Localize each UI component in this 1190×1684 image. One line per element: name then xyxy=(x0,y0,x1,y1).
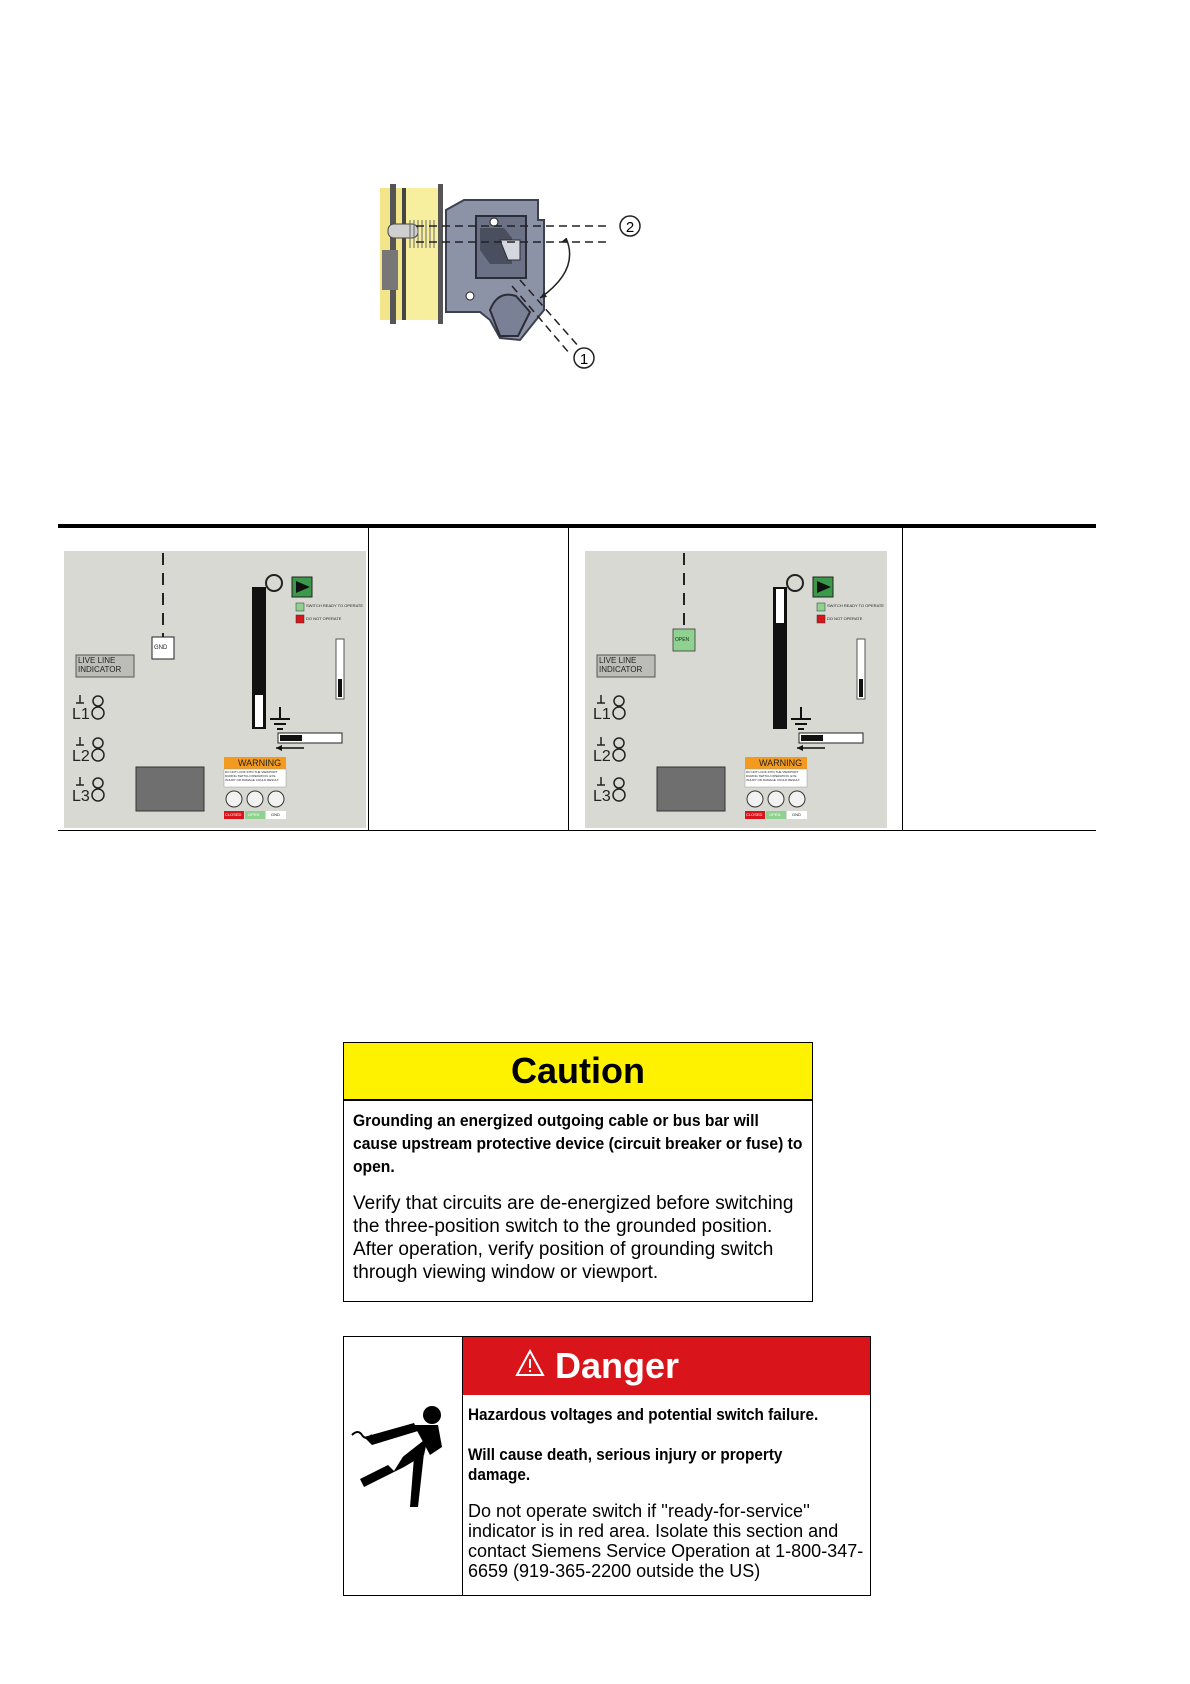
danger-header xyxy=(463,1337,870,1395)
warning-triangle-icon xyxy=(515,1349,545,1377)
indicator-label: LIVE LINE xyxy=(78,656,116,665)
status-not-ready-label: DO NOT OPERATE xyxy=(827,616,863,621)
position-label-closed: CLOSED xyxy=(746,812,763,817)
position-label-open: OPEN xyxy=(769,812,781,817)
phase-label-l1: L1 xyxy=(72,706,90,723)
caution-bold-text: Grounding an energized outgoing cable or bus bar will cause upstream protective device (circuit breaker or fuse) to open. xyxy=(353,1111,803,1176)
phase-label-l1: L1 xyxy=(593,706,611,723)
warning-title: WARNING xyxy=(759,758,803,768)
warning-text: DO NOT LOOK INTO THE VIEWPORT DURING SWITCH OPERATION. EYE INJURY OR DAMAGE COULD RESULT. xyxy=(746,770,801,782)
position-label-ground: GND xyxy=(792,812,801,817)
mechanism-figure xyxy=(380,180,680,380)
switch-panel-grounded xyxy=(64,551,366,828)
phase-label-l3: L3 xyxy=(593,788,611,805)
switch-panel-open xyxy=(585,551,887,828)
danger-bold-text-1: Hazardous voltages and potential switch failure. xyxy=(468,1405,819,1424)
danger-text: Do not operate switch if ''ready-for-service'' indicator is in red area. Isolate this section and contact Siemens Service Operation at 1-800-347-6659 (919-365-2200 outside the US) xyxy=(468,1501,864,1581)
phase-label-l2: L2 xyxy=(593,748,611,765)
table-column-divider xyxy=(902,528,903,830)
position-label-ground: GND xyxy=(271,812,280,817)
phase-label-l2: L2 xyxy=(72,748,90,765)
switch-position-box-text: OPEN xyxy=(675,637,690,643)
table-bottom-rule xyxy=(58,830,1096,831)
phase-label-l3: L3 xyxy=(72,788,90,805)
status-ready-label: SWITCH READY TO OPERATE xyxy=(827,603,885,608)
danger-label xyxy=(343,1336,871,1596)
danger-body xyxy=(468,1405,868,1581)
callout-1: 1 xyxy=(579,351,589,368)
table-column-divider xyxy=(368,528,369,830)
danger-bold-text-2: Will cause death, serious injury or property damage. xyxy=(468,1445,783,1484)
switch-position-box-text: GND xyxy=(154,645,168,651)
warning-title: WARNING xyxy=(238,758,282,768)
position-label-open: OPEN xyxy=(248,812,260,817)
indicator-label: INDICATOR xyxy=(599,665,643,674)
position-label-closed: CLOSED xyxy=(225,812,242,817)
caution-text: Verify that circuits are de-energized before switching the three-position switch to the grounded position. After operation, verify position of grounding switch through viewing window or viewport. xyxy=(353,1193,794,1283)
electrocution-icon-cell xyxy=(344,1337,463,1595)
danger-title: Danger xyxy=(555,1345,680,1386)
indicator-label: INDICATOR xyxy=(78,665,122,674)
table-top-rule xyxy=(58,524,1096,528)
status-not-ready-label: DO NOT OPERATE xyxy=(306,616,342,621)
caution-label xyxy=(343,1042,813,1302)
warning-text: DO NOT LOOK INTO THE VIEWPORT DURING SWITCH OPERATION. EYE INJURY OR DAMAGE COULD RESULT. xyxy=(225,770,280,782)
indicator-label: LIVE LINE xyxy=(599,656,637,665)
table-column-divider xyxy=(568,528,569,830)
electrocution-hazard-icon xyxy=(344,1337,462,1595)
status-ready-label: SWITCH READY TO OPERATE xyxy=(306,603,364,608)
caution-title: Caution xyxy=(344,1043,812,1101)
callout-2: 2 xyxy=(625,219,635,236)
